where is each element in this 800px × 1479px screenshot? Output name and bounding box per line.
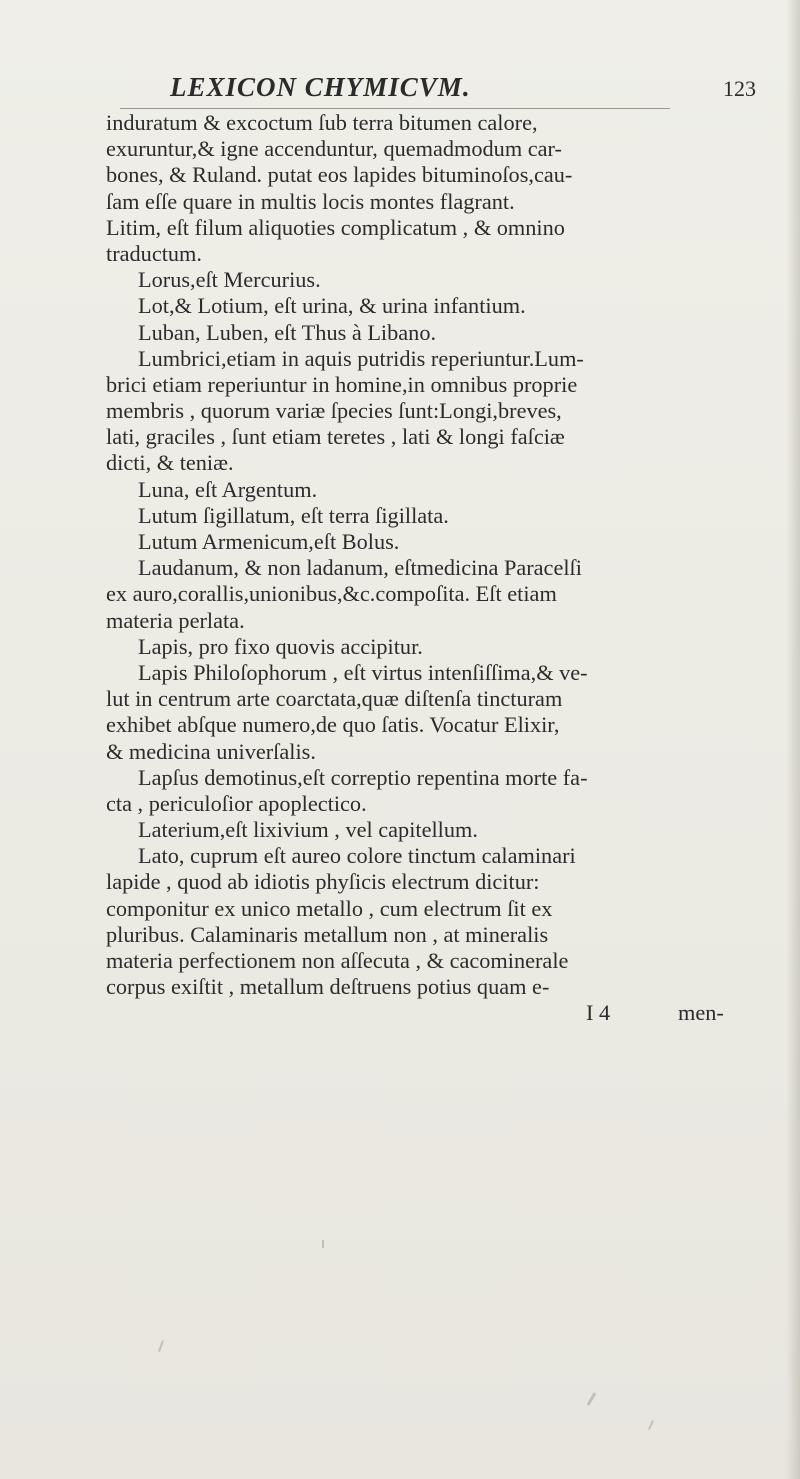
- text-line: Lapis, pro fixo quovis accipitur.: [138, 633, 423, 659]
- scan-speck: [587, 1392, 597, 1406]
- running-head: LEXICON CHYMICVM.: [170, 72, 471, 102]
- text-line: exuruntur,& igne accenduntur, quemadmodum car-: [106, 136, 562, 162]
- text-line: lut in centrum arte coarctata,quæ diſtenſa tincturam: [106, 686, 563, 712]
- catch-line: [106, 1000, 786, 1026]
- text-line: Lumbrici,etiam in aquis putridis reperiuntur.Lum-: [138, 345, 584, 371]
- signature-mark: I 4: [586, 1000, 611, 1026]
- text-line: induratum & excoctum ſub terra bitumen calore,: [106, 110, 538, 135]
- text-line: Laterium,eſt lixivium , vel capitellum.: [138, 817, 478, 843]
- text-line: Litim, eſt filum aliquoties complicatum , & omnino: [106, 214, 565, 240]
- text-line: Lorus,eſt Mercurius.: [138, 267, 321, 293]
- body-text: [106, 110, 786, 1027]
- text-line: Lapſus demotinus,eſt correptio repentina morte fa-: [138, 764, 588, 790]
- text-line: ex auro,corallis,unionibus,&c.compoſita. Eſt etiam: [106, 581, 557, 607]
- scan-speck: [648, 1420, 654, 1430]
- text-line: ſam eſſe quare in multis locis montes flagrant.: [106, 188, 515, 214]
- page-header: [170, 72, 770, 108]
- text-line: lapide , quod ab idiotis phyſicis electrum dicitur:: [106, 869, 540, 895]
- text-line: pluribus. Calaminaris metallum non , at mineralis: [106, 921, 549, 947]
- text-line: traductum.: [106, 240, 202, 266]
- text-line: Lot,& Lotium, eſt urina, & urina infantium.: [138, 293, 526, 319]
- text-line: Lapis Philoſophorum , eſt virtus intenſiſſima,& ve-: [138, 659, 588, 685]
- text-line: corpus exiſtit , metallum deſtruens potius quam e-: [106, 974, 550, 1000]
- text-line: Luban, Luben, eſt Thus à Libano.: [138, 319, 437, 345]
- text-line: Lato, cuprum eſt aureo colore tinctum calaminari: [138, 843, 576, 869]
- page-number: 123: [723, 76, 756, 101]
- text-line: bones, & Ruland. putat eos lapides bituminoſos,cau-: [106, 162, 573, 188]
- text-line: Luna, eſt Argentum.: [138, 476, 318, 502]
- text-line: lati, graciles , ſunt etiam teretes , lati & longi faſciæ: [106, 424, 565, 450]
- text-line: brici etiam reperiuntur in homine,in omnibus proprie: [106, 371, 578, 397]
- text-line: Lutum Armenicum,eſt Bolus.: [138, 529, 400, 554]
- page-edge-shadow: [786, 0, 800, 1479]
- text-line: membris , quorum variæ ſpecies ſunt:Longi,breves,: [106, 398, 562, 424]
- scan-speck: [158, 1340, 164, 1352]
- text-line: exhibet abſque numero,de quo ſatis. Vocatur Elixir,: [106, 712, 560, 738]
- text-line: Lutum ſigillatum, eſt terra ſigillata.: [138, 502, 449, 528]
- text-line: dicti, & teniæ.: [106, 450, 234, 476]
- scan-speck: [322, 1240, 324, 1248]
- header-rule: [120, 108, 670, 109]
- text-line: componitur ex unico metallo , cum electrum ſit ex: [106, 895, 553, 921]
- text-line: & medicina univerſalis.: [106, 738, 316, 764]
- text-line: Laudanum, & non ladanum, eſtmedicina Paracelſi: [138, 555, 582, 581]
- text-line: materia perfectionem non aſſecuta , & cacominerale: [106, 948, 569, 973]
- text-line: cta , periculoſior apoplectico.: [106, 790, 367, 816]
- catchword: men-: [678, 1000, 724, 1026]
- text-line: materia perlata.: [106, 607, 245, 633]
